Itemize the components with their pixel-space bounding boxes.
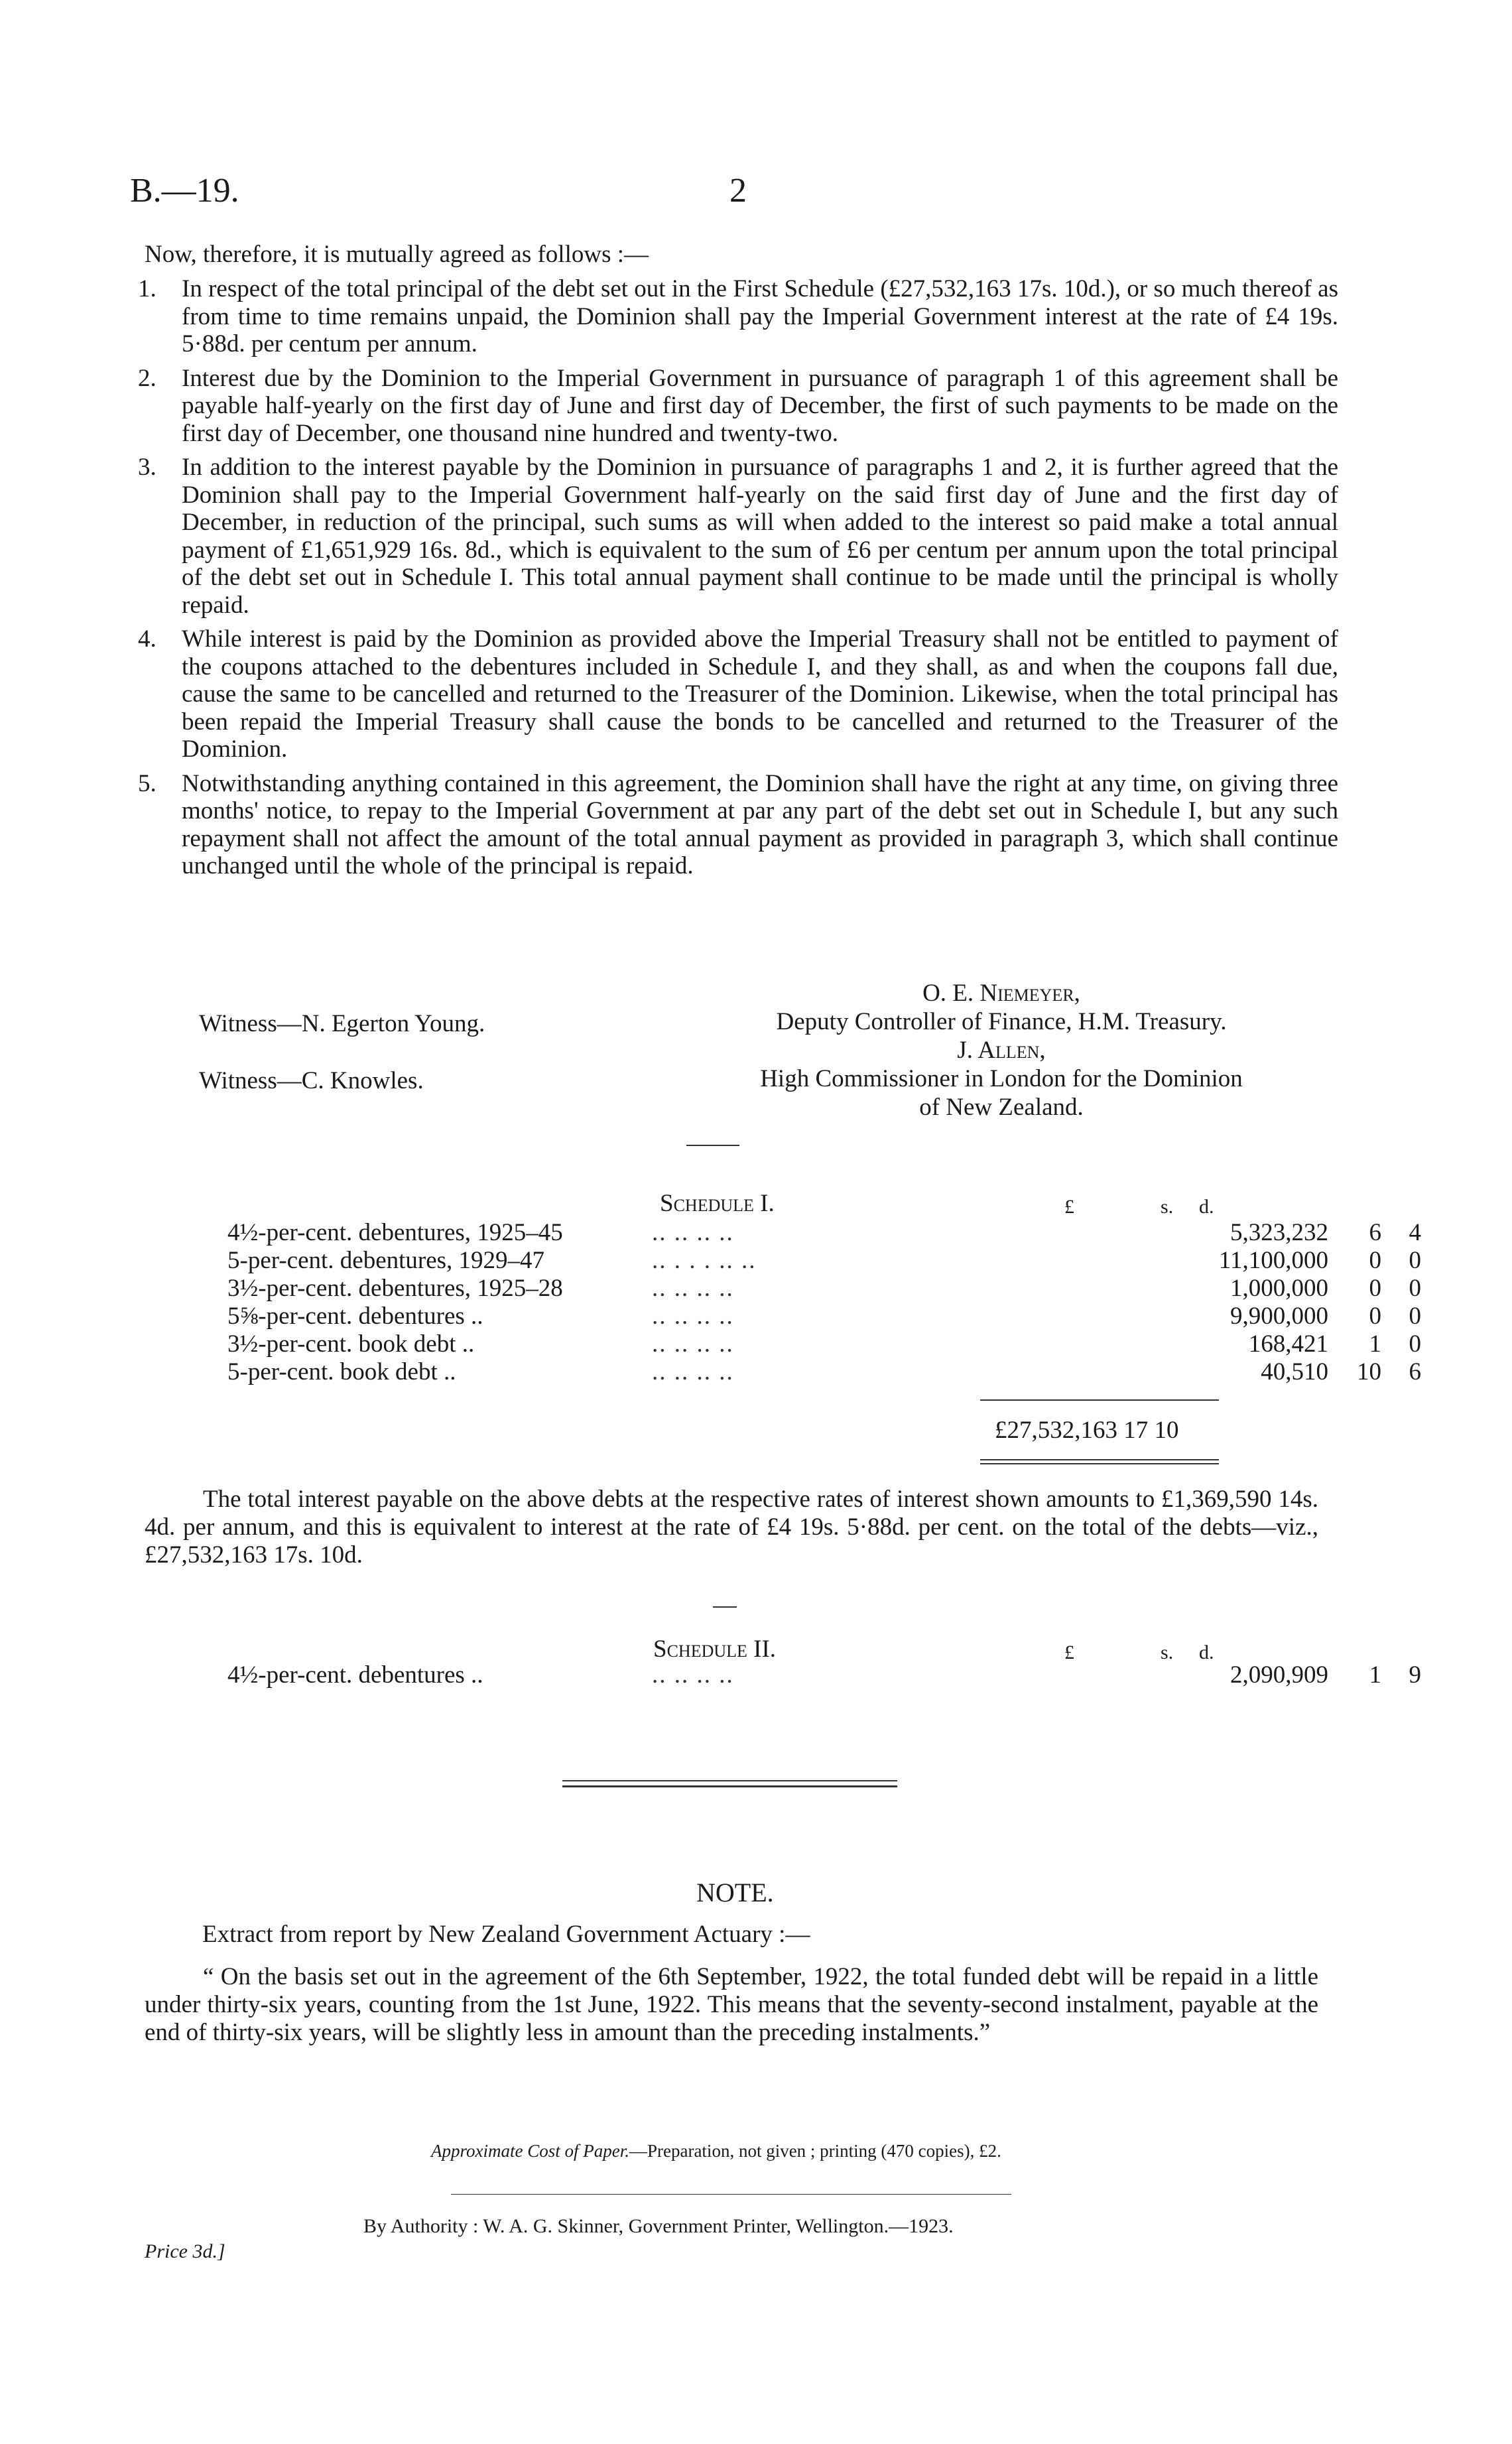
paragraph-number: 4. (138, 625, 157, 653)
table-row (227, 1275, 1421, 1303)
total-rule-top (980, 1399, 1219, 1401)
cost-of-paper (431, 2141, 1001, 2161)
paragraph-text: Notwithstanding anything contained in this agreement, the Dominion shall have the right at any time, on giving three months' notice, to repay to the Imperial Government at par any part of the debt set out in Schedule I, but any such repayment shall not affect the amount of the total annual payment as provided in paragraph 3, which shall continue unchanged until the whole of the principal is repaid. (182, 769, 1338, 879)
paragraph-number: 2. (138, 364, 157, 392)
schedule-2-title: Schedule II. (653, 1636, 777, 1663)
leader-dots: .. .. .. .. (652, 1275, 734, 1302)
schedule-1-total: £27,532,163 17 10 (995, 1417, 1179, 1444)
pence-cell: 0 (1409, 1247, 1421, 1274)
signatory-2-title: High Commissioner in London for the Dominion (760, 1065, 1243, 1092)
debt-description: 3½-per-cent. debentures, 1925–28 (227, 1275, 563, 1302)
pence-cell: 9 (1409, 1661, 1421, 1689)
debt-description: 5⅝-per-cent. debentures .. (227, 1303, 483, 1330)
paragraph-4 (138, 625, 1338, 763)
pounds-cell: 5,323,232 (1230, 1219, 1328, 1246)
table-row (227, 1219, 1421, 1247)
double-rule-bottom (562, 1785, 897, 1787)
schedule-1-title: Schedule I. (660, 1190, 775, 1217)
paragraph-3 (138, 454, 1338, 619)
printer-authority: By Authority : W. A. G. Skinner, Government Printer, Wellington.—1923. (363, 2215, 954, 2237)
interest-summary: The total interest payable on the above debts at the respective rates of interest shown amounts to £1,369,590 14s. 4d. per annum, and this is equivalent to interest at the rate of £4 19s. 5·88d. per cent. on the total of the debts—viz., £27,532,163 17s. 10d. (145, 1486, 1318, 1569)
footer-rule (451, 2194, 1011, 2195)
pounds-unit: £ (1064, 1196, 1074, 1218)
signatory-1-title: Deputy Controller of Finance, H.M. Treasury. (776, 1008, 1227, 1035)
shillings-unit: s. (1161, 1641, 1174, 1663)
pence-cell: 4 (1409, 1219, 1421, 1246)
pence-cell: 6 (1409, 1358, 1421, 1385)
leader-dots: .. .. .. .. (652, 1330, 734, 1358)
shillings-cell: 0 (1369, 1303, 1381, 1330)
paragraph-text: In respect of the total principal of the debt set out in the First Schedule (£27,532,163 17s. 10d.), or so much thereof as from time to time remains unpaid, the Dominion shall pay the Imperial Government interest at the rate of £4 19s. 5·88d. per centum per annum. (182, 275, 1338, 357)
paragraph-number: 1. (138, 275, 157, 302)
schedule-2-table (227, 1661, 1421, 1689)
signatory-1-name: O. E. Niemeyer, (922, 980, 1080, 1007)
note-title: NOTE. (696, 1878, 774, 1907)
table-row (227, 1661, 1421, 1689)
leader-dots: .. . . . .. .. (652, 1247, 757, 1274)
pence-unit: d. (1199, 1196, 1214, 1218)
pounds-cell: 9,900,000 (1230, 1303, 1328, 1330)
table-row (227, 1358, 1421, 1386)
paragraph-text: Interest due by the Dominion to the Imperial Government in pursuance of paragraph 1 of this agreement shall be payable half-yearly on the first day of June and first day of December, the first of such payments to be made on the first day of December, one thousand nine hundred and twenty-two. (182, 364, 1338, 447)
shillings-cell: 1 (1369, 1661, 1381, 1689)
signatory-2-title-continued: of New Zealand. (919, 1094, 1084, 1121)
shillings-cell: 6 (1369, 1219, 1381, 1246)
signatory-2-name: J. Allen, (957, 1037, 1046, 1064)
section-divider (686, 1145, 739, 1146)
pence-cell: 0 (1409, 1303, 1421, 1330)
paragraph-2 (138, 365, 1338, 448)
paragraph-5 (138, 770, 1338, 880)
document-reference: B.—19. (130, 172, 239, 210)
paragraph-1 (138, 275, 1338, 358)
shillings-cell: 10 (1357, 1358, 1381, 1385)
section-divider (713, 1606, 737, 1608)
pence-cell: 0 (1409, 1330, 1421, 1358)
actuary-quote: “ On the basis set out in the agreement of the 6th September, 1922, the total funded debt will be repaid in a little under thirty-six years, counting from the 1st June, 1922. This means that the seventy-second instalment, payable at the end of thirty-six years, will be slightly less in amount than the preceding instalments.” (145, 1963, 1318, 2046)
pence-cell: 0 (1409, 1275, 1421, 1302)
page-number: 2 (729, 172, 747, 210)
shillings-unit: s. (1161, 1196, 1174, 1218)
pounds-cell: 11,100,000 (1218, 1247, 1328, 1274)
cost-text: —Preparation, not given ; printing (470 copies), £2. (629, 2141, 1001, 2161)
debt-description: 5-per-cent. debentures, 1929–47 (227, 1247, 545, 1274)
table-row (227, 1247, 1421, 1275)
leader-dots: .. .. .. .. (652, 1358, 734, 1385)
shillings-cell: 1 (1369, 1330, 1381, 1358)
witness-2: Witness—C. Knowles. (199, 1067, 424, 1094)
pounds-cell: 2,090,909 (1230, 1661, 1328, 1689)
paragraph-number: 3. (138, 454, 157, 481)
pence-unit: d. (1199, 1641, 1214, 1663)
debt-description: 4½-per-cent. debentures, 1925–45 (227, 1219, 563, 1246)
leader-dots: .. .. .. .. (652, 1219, 734, 1246)
note-intro: Extract from report by New Zealand Government Actuary :— (202, 1921, 810, 1948)
total-rule-bottom (980, 1459, 1219, 1460)
pounds-unit: £ (1064, 1641, 1074, 1663)
debt-description: 5-per-cent. book debt .. (227, 1358, 456, 1385)
pounds-cell: 168,421 (1248, 1330, 1328, 1358)
witness-1: Witness—N. Egerton Young. (199, 1010, 485, 1037)
shillings-cell: 0 (1369, 1247, 1381, 1274)
leader-dots: .. .. .. .. (652, 1661, 734, 1689)
table-row (227, 1330, 1421, 1358)
debt-description: 4½-per-cent. debentures .. (227, 1661, 483, 1689)
agreement-paragraphs (138, 275, 1338, 887)
debt-description: 3½-per-cent. book debt .. (227, 1330, 475, 1358)
leader-dots: .. .. .. .. (652, 1303, 734, 1330)
price: Price 3d.] (145, 2240, 225, 2262)
pounds-cell: 40,510 (1261, 1358, 1328, 1385)
table-row (227, 1303, 1421, 1330)
total-rule-double (980, 1463, 1219, 1464)
paragraph-text: In addition to the interest payable by the Dominion in pursuance of paragraphs 1 and 2, it is further agreed that the Dominion shall pay to the Imperial Government half-yearly on the said first day of June and the first day of December, in reduction of the principal, such sums as will when added to the interest so paid make a total annual payment of £1,651,929 16s. 8d., which is equivalent to the sum of £6 per centum per annum upon the total principal of the debt set out in Schedule I. This total annual payment shall continue to be made until the principal is wholly repaid. (182, 454, 1338, 619)
shillings-cell: 0 (1369, 1275, 1381, 1302)
paragraph-number: 5. (138, 769, 157, 797)
preamble: Now, therefore, it is mutually agreed as follows :— (145, 241, 649, 268)
paragraph-text: While interest is paid by the Dominion as provided above the Imperial Treasury shall not be entitled to payment of the coupons attached to the debentures included in Schedule I, and they shall, as and when the coupons fall due, cause the same to be cancelled and returned to the Treasurer of the Dominion. Likewise, when the total principal has been repaid the Imperial Treasury shall cause the bonds to be cancelled and returned to the Treasurer of the Dominion. (182, 625, 1338, 763)
pounds-cell: 1,000,000 (1230, 1275, 1328, 1302)
schedule-1-table (227, 1219, 1421, 1386)
double-rule-top (562, 1780, 897, 1781)
signature-block (703, 979, 1300, 1122)
cost-label: Approximate Cost of Paper. (431, 2141, 629, 2161)
